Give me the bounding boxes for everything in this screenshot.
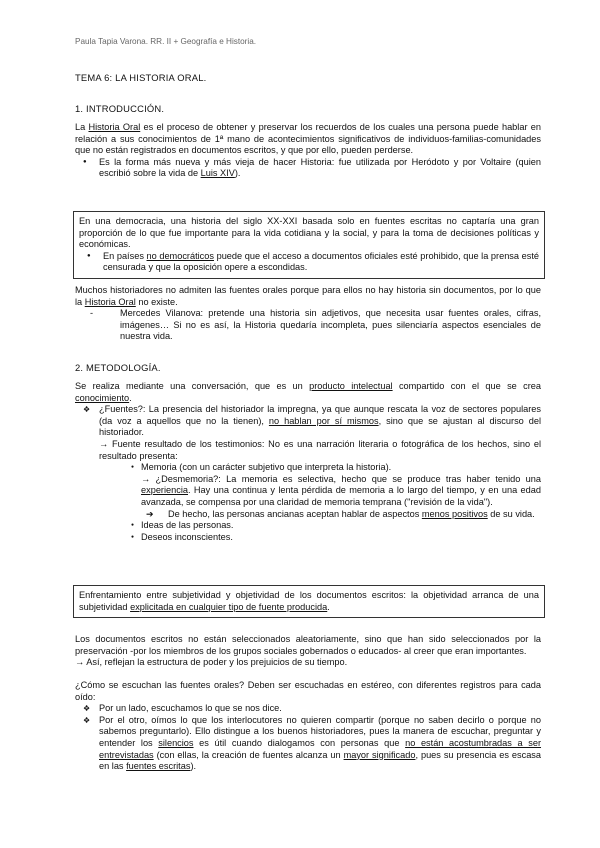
underlined-text: silencios bbox=[158, 737, 194, 748]
list-item-text bbox=[120, 308, 541, 343]
paragraph bbox=[75, 122, 541, 157]
text-run: Enfrentamiento entre subjetividad y objetividad de los documentos escritos: la objetividad arranca de una subjetividad bbox=[79, 590, 539, 612]
text-run: no existe. bbox=[135, 296, 178, 307]
list-item bbox=[99, 520, 541, 532]
text-run: . bbox=[129, 392, 132, 403]
underlined-text: Luis XIV bbox=[200, 168, 235, 179]
text-run: , pues su presencia es escasa en las bbox=[99, 749, 542, 772]
document-title: TEMA 6: LA HISTORIA ORAL. bbox=[75, 72, 207, 83]
text-run: ¿Fuentes?: La presencia del historiador la impregna, ya que aunque rescata la voz de sectores populares (da voz a aquellos que no la tienen), bbox=[99, 404, 541, 426]
bullet-icon: ● bbox=[87, 252, 91, 259]
text-run: Por el otro, oímos lo que los interlocutores no quieren compartir (porque no saben decirlo o porque no sabemos preguntarlo). Ello distingue a los buenos historiadores, pues la manera de escuchar, preguntar y entender los bbox=[99, 714, 541, 748]
text-run: Memoria (con un carácter subjetivo que interpreta la historia). bbox=[141, 462, 392, 473]
text-run: → Fuente resultado de los testimonios: No es una narración literaria o fotográfica de los hechos, sino el resultado presenta: bbox=[99, 438, 541, 461]
text-run: Mercedes Vilanova: pretende una historia sin adjetivos, que necesita usar fuentes orales, cifras, imágenes… Si no es así, la Historia quedaría incompleta, pues silenciaría aspectos esenciales de nuestra vida. bbox=[120, 308, 541, 342]
list-item bbox=[99, 462, 541, 474]
text-run: Deseos inconscientes. bbox=[141, 531, 233, 542]
callout-text bbox=[79, 590, 539, 613]
text-run: . Hay una continua y lenta pérdida de memoria a lo largo del tiempo, y en una edad avanzada, se compensa por una claridad de memoria temprana ("revisión de la vida"). bbox=[141, 485, 541, 507]
text-run: La bbox=[75, 122, 89, 132]
underlined-text: conocimiento bbox=[75, 392, 130, 403]
diamond-icon: ❖ bbox=[83, 704, 91, 714]
list-item bbox=[79, 251, 539, 274]
diamond-icon: ❖ bbox=[83, 405, 91, 415]
underlined-text: mayor significado bbox=[343, 749, 416, 760]
text-run: ¿Cómo se escuchan las fuentes orales? Deben ser escuchadas en estéreo, con diferentes registros para cada oído: bbox=[75, 680, 541, 702]
text-run: (con ellas, la creación de fuentes alcanza un bbox=[153, 749, 344, 760]
callout-box bbox=[73, 585, 545, 618]
list-item-text bbox=[99, 703, 541, 715]
diamond-icon: ❖ bbox=[83, 715, 91, 725]
underlined-text: no están acostumbradas a ser entrevistadas bbox=[99, 737, 542, 760]
list-item bbox=[141, 509, 541, 521]
underlined-text: menos positivos bbox=[421, 508, 488, 519]
text-run: Se realiza mediante una conversación, que es un bbox=[75, 381, 310, 391]
underlined-text: fuentes escritas bbox=[126, 761, 191, 772]
list-item bbox=[99, 474, 541, 520]
list-item bbox=[99, 532, 541, 544]
list-item-text bbox=[141, 532, 541, 544]
intro-section bbox=[75, 122, 541, 180]
underlined-text: no hablan por sí mismos bbox=[268, 415, 379, 426]
section-heading-metodologia: 2. METODOLOGÍA. bbox=[75, 362, 161, 373]
text-run: Por un lado, escuchamos lo que se nos dice. bbox=[99, 703, 282, 714]
bullet-icon: ● bbox=[131, 533, 135, 540]
text-run: , sino que se ajustan al discurso del historiador. bbox=[99, 415, 541, 438]
list-item-text bbox=[168, 509, 541, 521]
page-header: Paula Tapia Varona. RR. II + Geografía e Historia. bbox=[75, 37, 257, 46]
text-run: es útil cuando dialogamos con personas que bbox=[193, 737, 406, 748]
list-item-fuentes bbox=[75, 404, 541, 543]
bullet-icon: ● bbox=[131, 464, 135, 471]
list-item bbox=[75, 715, 541, 773]
underlined-text: experiencia bbox=[141, 485, 188, 496]
underlined-text: Historia Oral bbox=[88, 122, 141, 132]
text-run: compartido con el que se crea bbox=[392, 381, 541, 391]
text-run: de su vida. bbox=[487, 508, 535, 519]
section-heading-introduccion: 1. INTRODUCCIÓN. bbox=[75, 103, 165, 114]
underlined-text: Historia Oral bbox=[84, 296, 136, 307]
underlined-text: no democráticos bbox=[146, 250, 214, 261]
underlined-text: producto intelectual bbox=[309, 381, 393, 391]
paragraph bbox=[75, 657, 541, 669]
list-item bbox=[75, 157, 541, 180]
list-item-text bbox=[103, 251, 539, 274]
text-run: → Así, reflejan la estructura de poder y los prejuicios de su tiempo. bbox=[75, 657, 348, 668]
list-item-text bbox=[99, 439, 541, 462]
text-run: Muchos historiadores no admiten las fuentes orales porque para ellos no hay historia sin documentos, por lo que la bbox=[75, 285, 541, 307]
text-run: Es la forma más nueva y más vieja de hacer Historia: fue utilizada por Heródoto y por Voltaire (quien escribió sobre la vida de bbox=[99, 156, 541, 179]
text-run: Los documentos escritos no están seleccionados aleatoriamente, sino que han sido seleccionados por la preservación -por los miembros de los grupos sociales gobernados o educados- al creer que eran importantes. bbox=[75, 634, 541, 656]
metodologia-section bbox=[75, 381, 541, 543]
text-run: . bbox=[327, 601, 330, 612]
list-item bbox=[75, 703, 541, 715]
escuchar-paragraph bbox=[75, 680, 541, 773]
dash-icon: - bbox=[90, 308, 94, 319]
text-run: En una democracia, una historia del siglo XX-XXI basada solo en fuentes escritas no captaría una gran proporción de lo que fue importante para la vida cotidiana y la social, y para la toma de decisiones políticas y económicas. bbox=[79, 216, 539, 250]
paragraph bbox=[75, 680, 541, 703]
list-item-text bbox=[141, 462, 541, 474]
paragraph bbox=[75, 634, 541, 657]
list-item-text bbox=[99, 157, 541, 180]
list-item bbox=[75, 308, 541, 343]
text-run: → ¿Desmemoria?: La memoria es selectiva, hecho que se produce tras haber tenido una bbox=[141, 473, 541, 484]
list-item-text bbox=[141, 520, 541, 532]
documentos-paragraph bbox=[75, 634, 541, 669]
text-run: De hecho, las personas ancianas aceptan hablar de aspectos bbox=[168, 508, 422, 519]
arrow-icon: ➔ bbox=[146, 508, 154, 519]
list-item-text bbox=[99, 715, 541, 773]
bullet-icon: ● bbox=[83, 158, 87, 165]
paragraph bbox=[75, 381, 541, 404]
text-run: En países bbox=[103, 250, 147, 261]
text-run: Ideas de las personas. bbox=[141, 520, 234, 531]
list-item-text bbox=[141, 474, 541, 509]
list-item-text bbox=[99, 404, 541, 439]
text-run: puede que el acceso a documentos oficiales esté prohibido, que la prensa esté censurada y que la oposición opere a escondidas. bbox=[103, 250, 539, 273]
text-run: ). bbox=[234, 168, 241, 179]
text-run: es el proceso de obtener y preservar los recuerdos de los cuales una persona puede hablar en relación a sus conocimientos de 1ª mano de acontecimientos significativos de individuos-familias-comunidades que no están registrados en documentos escritos, y que por ello, pueden perderse. bbox=[75, 122, 541, 156]
historiadores-paragraph bbox=[75, 285, 541, 343]
text-run: ). bbox=[190, 761, 197, 772]
underlined-text: explicitada en cualquier tipo de fuente producida bbox=[130, 601, 328, 612]
bullet-icon: ● bbox=[131, 522, 135, 529]
callout-text bbox=[79, 216, 539, 251]
callout-box bbox=[73, 211, 545, 279]
paragraph bbox=[75, 285, 541, 308]
